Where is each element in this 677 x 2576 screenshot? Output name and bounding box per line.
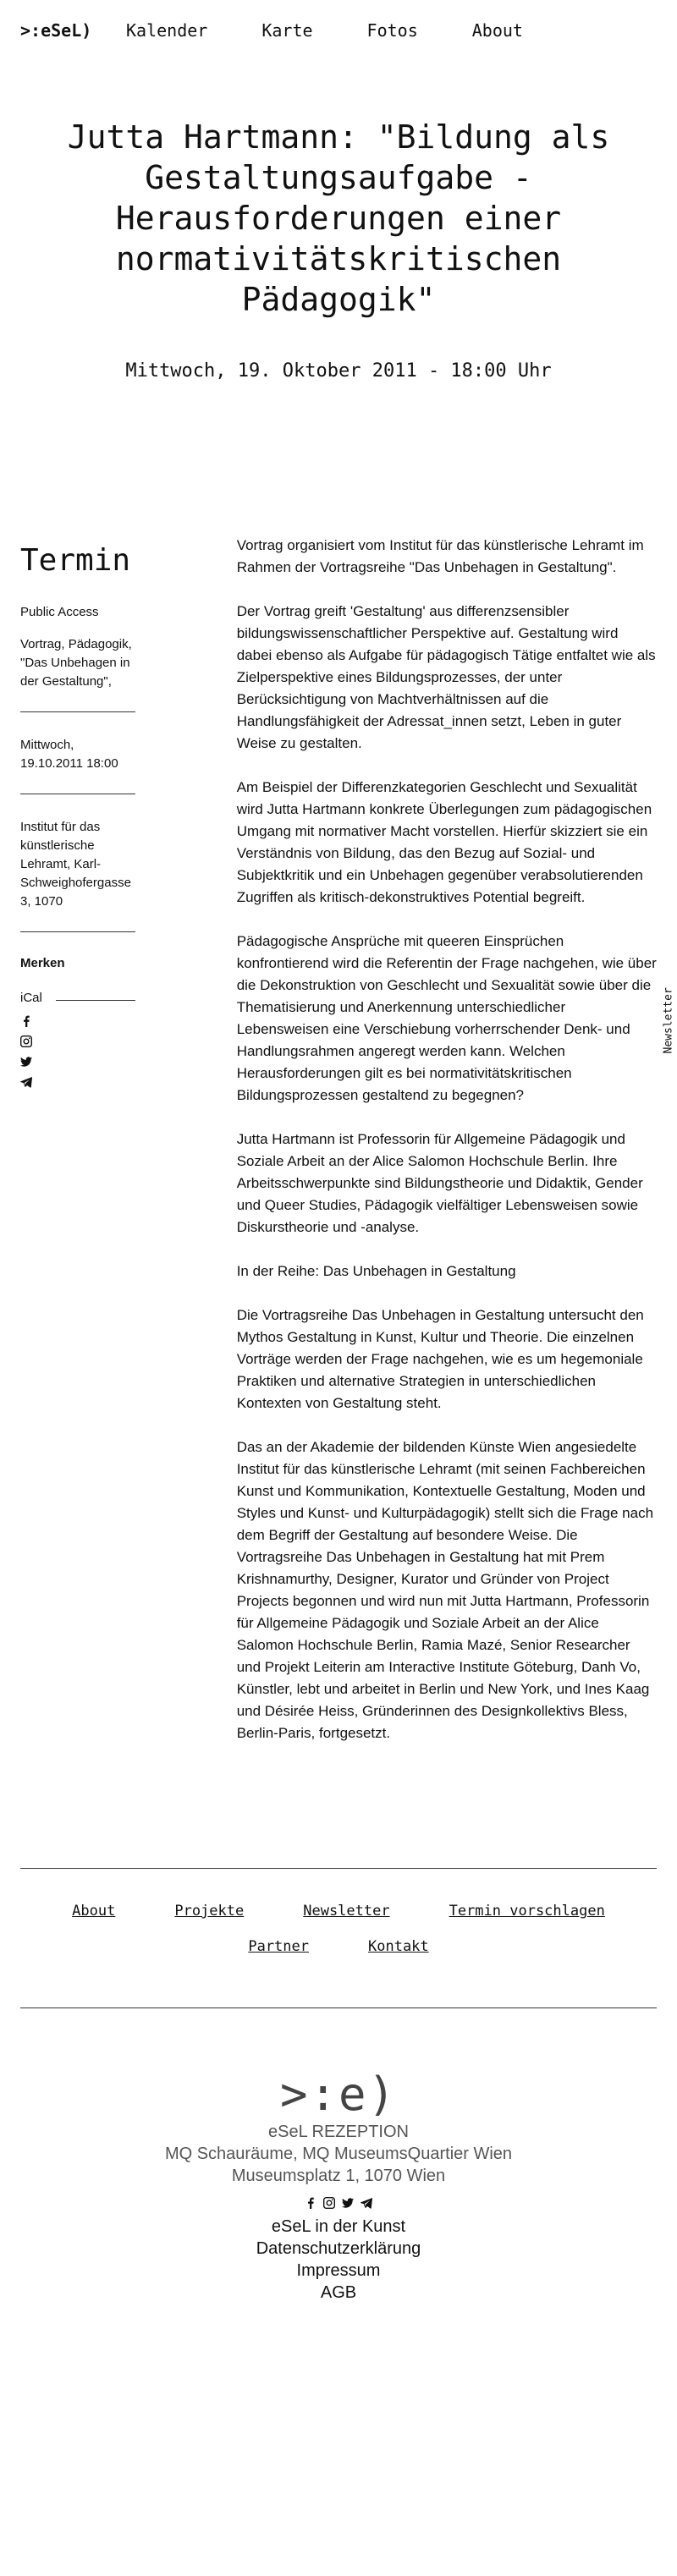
ical-link[interactable]: iCal bbox=[20, 991, 42, 1005]
instagram-icon[interactable] bbox=[323, 2197, 335, 2209]
twitter-icon[interactable] bbox=[342, 2197, 354, 2209]
site-logo[interactable]: >:eSeL) bbox=[20, 20, 92, 41]
merken-heading: Merken bbox=[20, 956, 65, 970]
instagram-icon[interactable] bbox=[20, 1035, 32, 1047]
description-paragraph: Das an der Akademie der bildenden Künste Wien angesiedelte Institut für das künstlerische Lehramt (mit seinen Fachbereichen Kunst und Kommunikation, Kontextuelle Gestaltung, Moden und Styles und Kunst- und Kulturpädagogik) stellt sich die Frage nach dem Begriff der Gestaltung auf besondere Weise. Die Vortragsreihe Das Unbehagen in Gestaltung hat mit Prem Krishnamurthy, Designer, Kurator und Gründer von Project Projects begonnen und wird nun mit Jutta Hartmann, Professorin für Allgemeine Pädagogik und Soziale Arbeit an der Alice Salomon Hochschule Berlin, Ramia Mazé, Senior Researcher und Projekt Leiterin am Interactive Institute Göteburg, Danh Vo, Künstler, lebt und arbeitet in Berlin und New York, und Ines Kaag und Désirée Heiss, Gründerinnen des Designkollektivs Bless, Berlin-Paris, fortgesetzt. bbox=[236, 1439, 654, 1741]
footer-link-impressum[interactable]: Impressum bbox=[296, 2261, 381, 2280]
nav-karte[interactable]: Karte bbox=[261, 20, 313, 41]
share-icons bbox=[20, 1015, 135, 1088]
description-paragraph: Der Vortrag greift 'Gestaltung' aus differenzsensibler bildungswissenschaftlicher Perspektive auf. Gestaltung wird dabei ebenso als Aufgabe für pädagogisch Tätige entfaltet wie als Zielperspektive eines Bildungsprozesses, der unter Berücksichtigung von Machtverhältnissen auf die Handlungsfähigkeit der Adressat_innen setzt, Leben in guter Weise zu gestalten. bbox=[236, 603, 656, 751]
footer-link-datenschutz[interactable]: Datenschutzerklärung bbox=[256, 2239, 421, 2258]
access-label: Public Access bbox=[20, 605, 99, 619]
ical-row bbox=[20, 991, 135, 1005]
footer-link-partner[interactable]: Partner bbox=[248, 1938, 309, 1955]
footer-link-about[interactable]: About bbox=[72, 1903, 116, 1920]
event-description bbox=[237, 535, 657, 1766]
footer-social-icons bbox=[0, 2197, 677, 2209]
footer-link-esel-in-der-kunst[interactable]: eSeL in der Kunst bbox=[271, 2217, 406, 2236]
event-datetime: Mittwoch, 19.10.2011 18:00 bbox=[20, 738, 118, 771]
address-line: MQ Schauräume, MQ MuseumsQuartier Wien bbox=[164, 2145, 513, 2163]
newsletter-tab-label: Newsletter bbox=[662, 987, 675, 1054]
event-date: Mittwoch, 19. Oktober 2011 - 18:00 Uhr bbox=[125, 360, 552, 382]
nav-about[interactable]: About bbox=[471, 20, 523, 41]
address-line: eSeL REZEPTION bbox=[268, 2123, 409, 2141]
footer-link-agb[interactable]: AGB bbox=[320, 2283, 357, 2302]
divider bbox=[20, 931, 135, 932]
footer-link-projekte[interactable]: Projekte bbox=[174, 1903, 245, 1920]
address-line: Museumsplatz 1, 1070 Wien bbox=[231, 2167, 446, 2185]
divider bbox=[56, 1000, 135, 1001]
nav-kalender[interactable]: Kalender bbox=[126, 20, 208, 41]
telegram-icon[interactable] bbox=[20, 1076, 32, 1088]
event-title: Jutta Hartmann: "Bildung als Gestaltungsaufgabe - Herausforderungen einer normativitätskritischen Pädagogik" bbox=[67, 118, 610, 318]
event-main bbox=[0, 535, 677, 1766]
nav-fotos[interactable]: Fotos bbox=[366, 20, 418, 41]
facebook-icon[interactable] bbox=[20, 1015, 32, 1027]
facebook-icon[interactable] bbox=[305, 2197, 316, 2209]
description-paragraph: Die Vortragsreihe Das Unbehagen in Gestaltung untersucht den Mythos Gestaltung in Kunst, Kultur und Theorie. Die einzelnen Vorträge werden der Frage nachgehen, wie es um hegemoniale Praktiken und alternative Strategien in unterschiedlichen Kontexten von Gestaltung steht. bbox=[236, 1307, 644, 1411]
description-paragraph: Vortrag organisiert vom Institut für das künstlerische Lehramt im Rahmen der Vortragsreihe "Das Unbehagen in Gestaltung". bbox=[236, 537, 644, 575]
footer-bottom bbox=[0, 2008, 677, 2405]
newsletter-tab[interactable] bbox=[657, 981, 677, 1066]
footer-navigation bbox=[0, 1869, 677, 2008]
twitter-icon[interactable] bbox=[20, 1056, 32, 1068]
description-paragraph: Am Beispiel der Differenzkategorien Geschlecht und Sexualität wird Jutta Hartmann konkrete Überlegungen zum pädagogischen Umgang mit normativer Macht vorstellen. Hierfür skizziert sie ein Verständnis von Bildung, das den Bezug auf Sozial- und Subjektkritik und ein Unbehagen gegenüber verabsolutierenden Zugriffen als kritisch-dekonstruktives Potential begreift. bbox=[236, 779, 652, 905]
footer-link-termin-vorschlagen[interactable]: Termin vorschlagen bbox=[449, 1903, 605, 1920]
event-categories: Vortrag, Pädagogik, "Das Unbehagen in der Gestaltung", bbox=[20, 637, 132, 689]
description-paragraph: In der Reihe: Das Unbehagen in Gestaltung bbox=[236, 1263, 516, 1279]
event-header bbox=[0, 61, 677, 535]
divider bbox=[20, 711, 135, 712]
footer-link-newsletter[interactable]: Newsletter bbox=[303, 1903, 390, 1920]
telegram-icon[interactable] bbox=[361, 2197, 372, 2209]
footer-link-kontakt[interactable]: Kontakt bbox=[368, 1938, 429, 1955]
footer-logo[interactable]: >:e) bbox=[279, 2068, 398, 2121]
termin-sidebar bbox=[20, 535, 135, 1766]
footer bbox=[0, 1868, 677, 2405]
event-location: Institut für das künstlerische Lehramt, Karl-Schweighofergasse 3, 1070 bbox=[20, 820, 131, 909]
termin-heading: Termin bbox=[20, 543, 131, 578]
description-paragraph: Pädagogische Ansprüche mit queeren Einsprüchen konfrontierend wird die Referentin der Frage nachgehen, wie über die Dekonstruktion von Geschlecht und Sexualität sowie über die Thematisierung und Anerkennung unterschiedlicher Lebensweisen eine Verschiebung vorherrschender Denk- und Handlungsrahmen angeregt werden kann. Welchen Herausforderungen gilt es bei normativitätskritischen Bildungsprozessen gestaltend zu begegnen? bbox=[236, 933, 657, 1103]
description-paragraph: Jutta Hartmann ist Professorin für Allgemeine Pädagogik und Soziale Arbeit an der Alice Salomon Hochschule Berlin. Ihre Arbeitsschwerpunkte sind Bildungstheorie und Didaktik, Gender und Queer Studies, Pädagogik vielfältiger Lebensweisen sowie Diskurstheorie und -analyse. bbox=[236, 1131, 643, 1235]
top-navigation bbox=[0, 0, 677, 61]
